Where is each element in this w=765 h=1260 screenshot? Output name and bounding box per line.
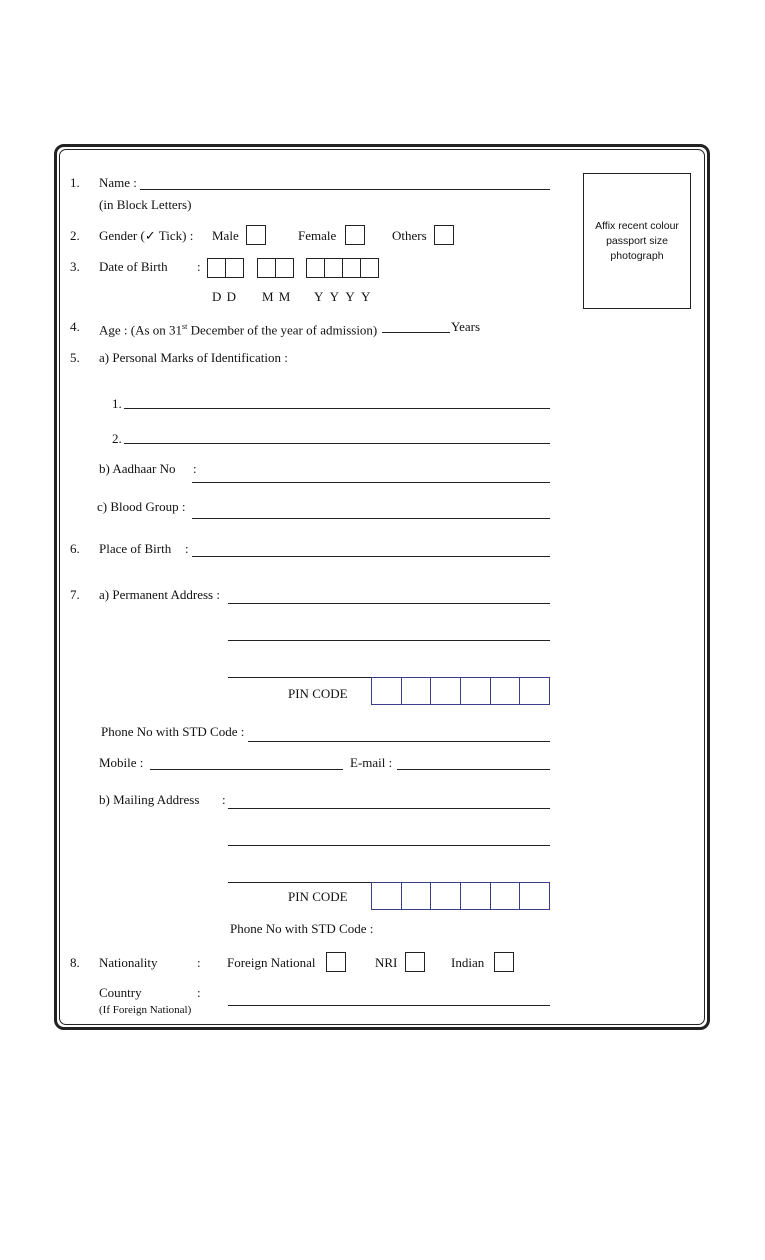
nri-checkbox[interactable] [405,952,425,972]
dob-colon: : [197,259,201,274]
place-of-birth-label: Place of Birth [99,541,172,556]
country-label: Country [99,985,142,1000]
q1-number: 1. [70,175,80,190]
identification-label: a) Personal Marks of Identification : [99,350,288,365]
blood-group-field[interactable] [192,518,550,519]
pin-code-cells[interactable] [371,677,550,705]
mailing-phone-label: Phone No with STD Code : [230,921,374,936]
pin-code-label: PIN CODE [288,686,348,701]
male-label: Male [212,228,239,243]
photo-instruction: Affix recent colour passport size photograph [595,220,679,262]
aadhaar-label: b) Aadhaar No [99,461,176,476]
country-note: (If Foreign National) [99,1004,192,1016]
mailing-address-label: b) Mailing Address [99,792,200,807]
permanent-address-label: a) Permanent Address : [99,587,220,602]
mark-1-label: 1. [112,396,122,411]
country-colon: : [197,985,201,1000]
q6-number: 6. [70,541,80,556]
place-of-birth-colon: : [185,541,189,556]
dob-day-cells[interactable] [207,258,244,278]
mailing-pin-code-cells[interactable] [371,882,550,910]
age-field[interactable] [382,332,450,333]
mark-2-field[interactable] [124,443,550,444]
others-label: Others [392,228,427,243]
dob-year-cells[interactable] [306,258,379,278]
dob-dd-caption: D D [212,289,237,304]
indian-label: Indian [451,955,485,970]
mailing-address-line-1[interactable] [228,808,550,809]
permanent-address-line-1[interactable] [228,603,550,604]
mailing-address-line-2[interactable] [228,845,550,846]
mailing-pin-code-label: PIN CODE [288,889,348,904]
place-of-birth-field[interactable] [192,556,550,557]
q7-number: 7. [70,587,80,602]
mobile-label: Mobile : [99,755,144,770]
foreign-national-checkbox[interactable] [326,952,346,972]
mobile-field[interactable] [150,769,343,770]
male-checkbox[interactable] [246,225,266,245]
indian-checkbox[interactable] [494,952,514,972]
name-note: (in Block Letters) [99,197,192,212]
phone-label: Phone No with STD Code : [101,724,245,739]
country-field[interactable] [228,1005,550,1006]
female-label: Female [298,228,337,243]
female-checkbox[interactable] [345,225,365,245]
dob-mm-caption: M M [262,289,291,304]
phone-field[interactable] [248,741,550,742]
gender-label: Gender (✓ Tick) : [99,228,194,243]
aadhaar-colon: : [193,461,197,476]
age-label-post: December of the year of admission) [187,322,378,338]
q4-number: 4. [70,319,80,334]
foreign-national-label: Foreign National [227,955,316,970]
q3-number: 3. [70,259,80,274]
email-field[interactable] [397,769,550,770]
email-label: E-mail : [350,755,393,770]
blood-group-label: c) Blood Group : [97,499,186,514]
nationality-label: Nationality [99,955,158,970]
age-label-sup: st [182,322,188,331]
dob-yyyy-caption: Y Y Y Y [314,289,371,304]
aadhaar-field[interactable] [192,482,550,483]
mark-1-field[interactable] [124,408,550,409]
age-label [99,319,377,338]
mailing-address-colon: : [222,792,226,807]
q2-number: 2. [70,228,80,243]
dob-month-cells[interactable] [257,258,294,278]
permanent-address-line-2[interactable] [228,640,550,641]
photo-box[interactable] [583,173,691,309]
age-years-label: Years [451,319,481,334]
name-label: Name : [99,175,137,190]
age-label-pre: Age : (As on 31 [99,322,183,338]
others-checkbox[interactable] [434,225,454,245]
dob-label: Date of Birth [99,259,168,274]
q5-number: 5. [70,350,80,365]
name-field[interactable] [140,189,550,190]
nri-label: NRI [375,955,398,970]
q8-number: 8. [70,955,80,970]
nationality-colon: : [197,955,201,970]
mark-2-label: 2. [112,431,122,446]
